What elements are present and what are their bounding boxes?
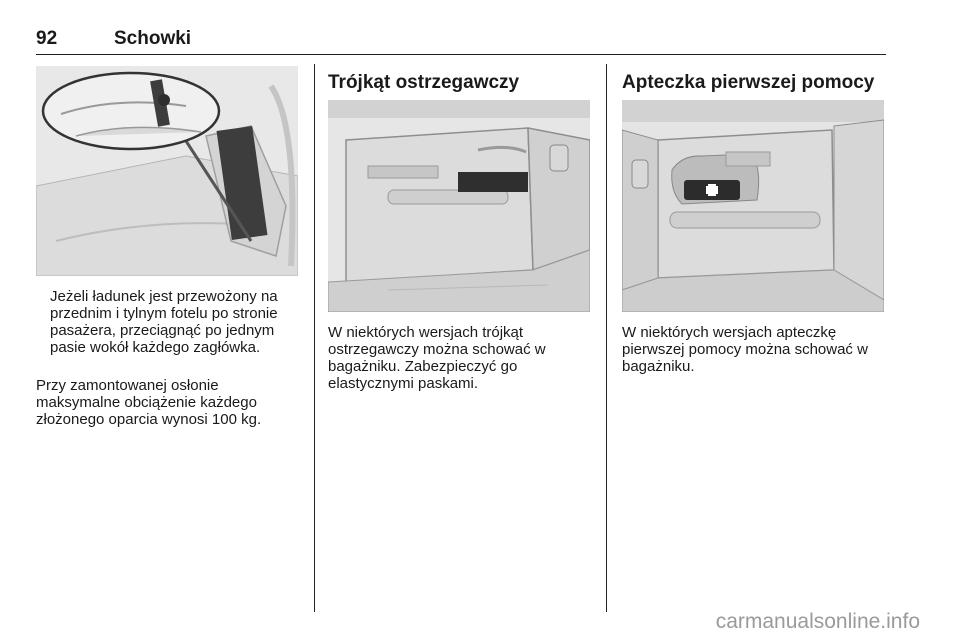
warning-triangle-illustration [328,100,590,312]
seat-strap-illustration [36,66,298,276]
page-header [36,28,886,55]
first-aid-kit-illustration [622,100,884,312]
watermark: carmanualsonline.info [715,610,920,633]
first-aid-kit-description: W niektórych wersjach apteczkę pierwszej pomocy można schować w bagażniku. [622,324,868,375]
section-heading-warning-triangle: Trójkąt ostrzegawczy [328,72,520,93]
chapter-title: Schowki [114,28,192,49]
section-heading-first-aid-kit: Apteczka pierwszej pomocy [622,72,875,93]
column-divider-left [314,64,315,612]
max-load-note: Przy zamontowanej osłonie maksymalne obciążenie każdego złożonego oparcia wynosi 100 kg. [36,377,262,428]
warning-triangle-description: W niektórych wersjach trójkąt ostrzegawczy można schować w bagażniku. Zabezpieczyć go elastycznymi paskami. [328,324,546,392]
strap-instruction: Jeżeli ładunek jest przewożony na przednim i tylnym fotelu po stronie pasażera, przeciągnąć po jednym pasie wokół każdego zagłówka. [50,288,278,356]
column-divider-right [606,64,607,612]
page-number: 92 [36,28,58,49]
